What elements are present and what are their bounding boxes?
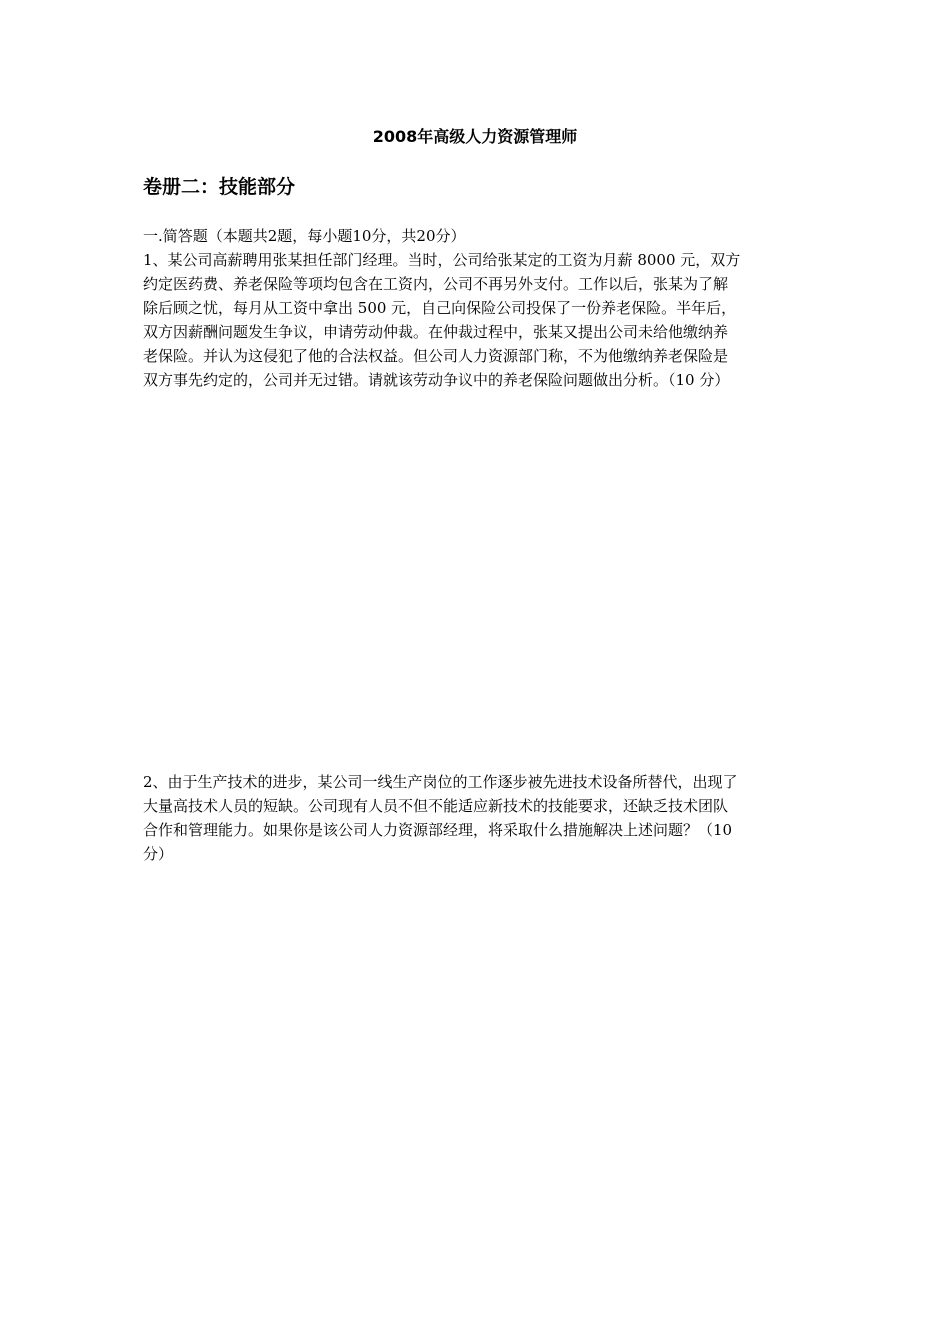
- question-2-line: 分）: [143, 845, 174, 863]
- section-title: 卷册二：技能部分: [143, 176, 296, 198]
- question-block-2: [143, 770, 811, 866]
- question-1-line: 约定医药费、养老保险等项均包含在工资内，公司不再另外支付。工作以后，张某为了解: [143, 275, 729, 293]
- question-2-line: 合作和管理能力。如果你是该公司人力资源部经理，将采取什么措施解决上述问题？（10: [143, 821, 733, 839]
- part-heading: 一.简答题（本题共2题，每小题10分，共20分）: [143, 227, 466, 245]
- question-1-line: 1、某公司高薪聘用张某担任部门经理。当时，公司给张某定的工资为月薪 8000 元，双方: [143, 251, 741, 269]
- question-1-line: 老保险。并认为这侵犯了他的合法权益。但公司人力资源部门称，不为他缴纳养老保险是: [143, 347, 729, 365]
- question-1-line: 双方因薪酬问题发生争议，申请劳动仲裁。在仲裁过程中，张某又提出公司未给他缴纳养: [143, 323, 729, 341]
- question-1-line: 除后顾之忧，每月从工资中拿出 500 元，自己向保险公司投保了一份养老保险。半年后，: [143, 299, 737, 317]
- question-1-line: 双方事先约定的，公司并无过错。请就该劳动争议中的养老保险问题做出分析。（10 分）: [143, 371, 730, 389]
- page-title: 2008年高级人力资源管理师: [372, 127, 578, 146]
- question-2-line: 大量高技术人员的短缺。公司现有人员不但不能适应新技术的技能要求，还缺乏技术团队: [143, 797, 729, 815]
- question-2-line: 2、由于生产技术的进步，某公司一线生产岗位的工作逐步被先进技术设备所替代，出现了: [143, 773, 738, 791]
- question-block-1: [143, 224, 811, 392]
